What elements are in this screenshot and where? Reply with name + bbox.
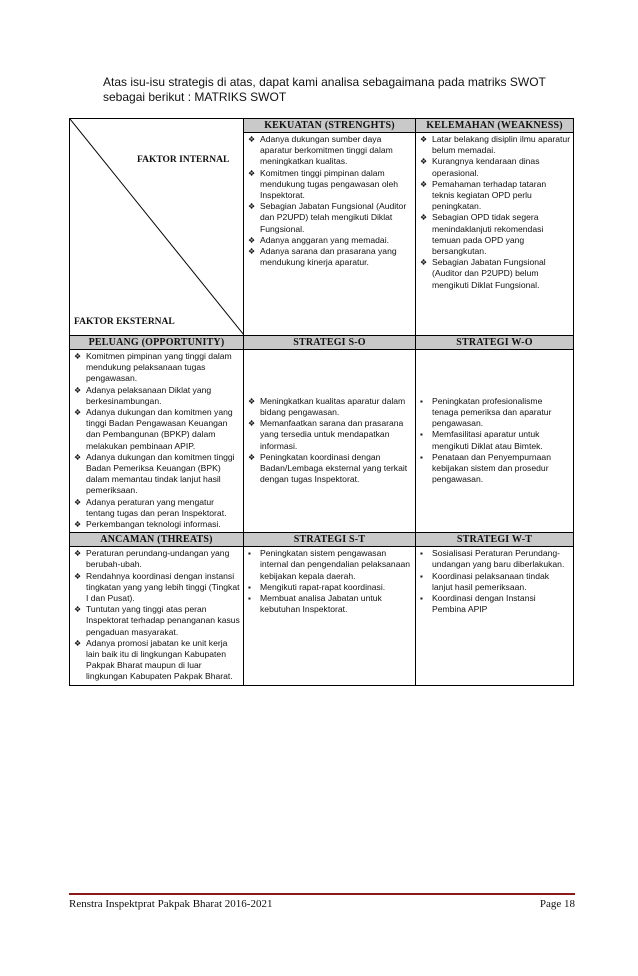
bullet-icon: ❖ — [420, 213, 428, 223]
list-item-text: Tuntutan yang tinggi atas peran Inspektorat terhadap penanganan kasus pengaduan masyarakat. — [86, 604, 240, 637]
ancaman-cell — [70, 547, 244, 685]
list-item-text: Membuat analisa Jabatan untuk kebutuhan Inspektorat. — [260, 593, 382, 615]
list-item — [72, 351, 241, 385]
bullet-icon: ❖ — [74, 605, 82, 615]
intro-paragraph — [103, 75, 583, 105]
strategi-wt-cell — [416, 547, 574, 685]
strategi-st-header: STRATEGI S-T — [244, 533, 416, 547]
list-item-text: Sosialisasi Peraturan Perundang-undangan yang baru diberlakukan. — [432, 548, 565, 570]
peluang-list — [70, 350, 243, 532]
faktor-eksternal-label: FAKTOR EKSTERNAL — [74, 317, 175, 327]
list-item-text: Peningkatan profesionalisme tenaga pemeriksa dan aparatur pengawasan. — [432, 395, 552, 429]
list-item-text: Adanya pelaksanaan Diklat yang berkesinambungan. — [86, 384, 212, 406]
list-item — [418, 257, 571, 291]
bullet-icon: ▪ — [420, 396, 423, 406]
strategi-so-cell — [244, 350, 416, 533]
bullet-icon: ❖ — [248, 452, 256, 462]
bullet-icon: ❖ — [248, 235, 256, 245]
footer-document-title: Renstra Inspektprat Pakpak Bharat 2016-2021 — [69, 898, 273, 910]
peluang-cell — [70, 350, 244, 533]
bullet-icon: ❖ — [74, 497, 82, 507]
bullet-icon: ❖ — [248, 135, 256, 144]
list-item — [246, 168, 413, 202]
list-item-text: Adanya sarana dan prasarana yang mendukung kinerja aparatur. — [260, 246, 397, 268]
list-item — [246, 452, 413, 486]
list-item — [418, 179, 571, 213]
swot-matrix-table — [69, 118, 574, 686]
list-item-text: Komitmen pimpinan yang tinggi dalam mendukung pelaksanaan tugas pengawasan. — [86, 351, 232, 384]
strategi-so-header: STRATEGI S-O — [244, 336, 416, 350]
bullet-icon: ❖ — [248, 202, 256, 212]
strategi-so-list — [244, 395, 415, 488]
faktor-internal-label: FAKTOR INTERNAL — [137, 155, 230, 165]
list-item-text: Meningkatkan kualitas aparatur dalam bidang pengawasan. — [260, 395, 406, 418]
bullet-icon: ▪ — [420, 452, 423, 462]
list-item-text: Adanya dukungan dan komitmen yang tinggi Badan Pengawasan Keuangan dan Pembangunan (BPKP) dalam melakukan pembinaan APIP. — [86, 407, 233, 451]
bullet-icon: ❖ — [74, 549, 82, 559]
list-item-text: Adanya dukungan sumber daya aparatur berkomitmen tinggi dalam meningkatkan kualitas. — [260, 134, 393, 167]
list-item-text: Komitmen tinggi pimpinan dalam mendukung tugas pengawasan oleh Inspektorat. — [260, 167, 399, 201]
strategi-st-cell — [244, 547, 416, 685]
list-item-text: Koordinasi pelaksanaan tindak lanjut hasil pemeriksaan. — [432, 570, 550, 592]
bullet-icon: ❖ — [420, 258, 428, 268]
bullet-icon: ▪ — [248, 594, 251, 604]
list-item — [246, 201, 413, 235]
list-item — [246, 134, 413, 168]
list-item-text: Pemahaman terhadap tataran teknis kegiatan OPD perlu peningkatan. — [432, 178, 547, 212]
list-item-text: Sebagian Jabatan Fungsional (Auditor dan P2UPD) belum mengikuti Diklat Fungsional. — [432, 257, 546, 290]
bullet-icon: ▪ — [420, 594, 423, 604]
intro-line-2: sebagai berikut : MATRIKS SWOT — [103, 90, 287, 104]
bullet-icon: ❖ — [248, 247, 256, 257]
list-item — [72, 452, 241, 497]
list-item-text: Rendahnya koordinasi dengan instansi tingkatan yang yang lebih tinggi (Tingkat I dan Pusat). — [86, 570, 240, 604]
list-item — [418, 396, 571, 430]
kelemahan-cell — [416, 133, 574, 336]
kelemahan-header: KELEMAHAN (WEAKNESS) — [416, 119, 574, 133]
list-item — [246, 246, 413, 268]
list-item — [246, 235, 413, 246]
bullet-icon: ❖ — [248, 419, 256, 429]
strategi-wo-cell — [416, 350, 574, 533]
diagonal-header-cell — [70, 119, 244, 336]
intro-line-1: Atas isu-isu strategis di atas, dapat kami analisa sebagaimana pada matriks SWOT — [103, 75, 546, 89]
list-item — [418, 134, 571, 156]
strategi-wo-header: STRATEGI W-O — [416, 336, 574, 350]
list-item-text: Peningkatan koordinasi dengan Badan/Lembaga eksternal yang terkait dengan tugas Inspektorat. — [260, 451, 408, 485]
diagonal-line — [70, 119, 244, 335]
list-item — [418, 593, 571, 615]
bullet-icon: ❖ — [420, 157, 428, 167]
kekuatan-header: KEKUATAN (STRENGHTS) — [244, 119, 416, 133]
list-item-text: Penataan dan Penyempurnaan kebijakan sistem dan prosedur pengawasan. — [432, 451, 551, 485]
list-item — [246, 418, 413, 452]
list-item-text: Adanya anggaran yang memadai. — [260, 234, 389, 245]
strategi-wo-list — [416, 395, 573, 488]
kekuatan-list — [244, 133, 415, 270]
list-item-text: Peningkatan sistem pengawasan internal dan pengendalian pelaksanaan kebijakan kepala daerah. — [260, 548, 411, 581]
list-item — [246, 548, 413, 582]
list-item-text: Memfasilitasi aparatur untuk mengikuti Diklat atau Bimtek. — [432, 429, 543, 451]
list-item-text: Sebagian OPD tidak segera menindaklanjuti rekomendasi temuan pada OPD yang bersangkutan. — [432, 212, 544, 257]
list-item — [72, 571, 241, 605]
ancaman-header: ANCAMAN (THREATS) — [70, 533, 244, 547]
list-item — [246, 582, 413, 593]
bullet-icon: ▪ — [420, 549, 423, 559]
list-item-text: Adanya dukungan dan komitmen tinggi Badan Pemeriksa Keuangan (BPK) dalam memantau tindak lanjut hasil pemeriksaan. — [86, 451, 235, 496]
list-item — [246, 396, 413, 418]
bullet-icon: ❖ — [248, 168, 256, 178]
strategi-st-list — [244, 547, 415, 617]
bullet-icon: ❖ — [74, 520, 82, 530]
bullet-icon: ▪ — [420, 430, 423, 440]
list-item — [418, 548, 571, 570]
kelemahan-list — [416, 133, 573, 293]
bullet-icon: ❖ — [74, 385, 82, 395]
bullet-icon: ❖ — [74, 638, 82, 648]
bullet-icon: ▪ — [248, 549, 251, 559]
list-item-text: Koordinasi dengan Instansi Pembina APIP — [432, 593, 536, 615]
peluang-header: PELUANG (OPPORTUNITY) — [70, 336, 244, 350]
ancaman-list — [70, 547, 243, 684]
list-item-text: Memanfaatkan sarana dan prasarana yang tersedia untuk mendapatkan informasi. — [260, 418, 404, 451]
bullet-icon: ❖ — [420, 135, 428, 144]
list-item — [72, 548, 241, 570]
list-item — [72, 407, 241, 452]
bullet-icon: ❖ — [420, 179, 428, 189]
bullet-icon: ❖ — [74, 352, 82, 361]
list-item — [246, 593, 413, 615]
list-item-text: Mengikuti rapat-rapat koordinasi. — [260, 581, 386, 592]
list-item — [72, 519, 241, 530]
footer-divider — [69, 893, 575, 895]
list-item — [418, 212, 571, 257]
list-item — [72, 638, 241, 683]
list-item-text: Peraturan perundang-undangan yang berubah-ubah. — [86, 548, 230, 570]
bullet-icon: ❖ — [74, 408, 82, 418]
kekuatan-cell — [244, 133, 416, 336]
list-item-text: Kurangnya kendaraan dinas operasional. — [432, 156, 540, 178]
list-item — [72, 385, 241, 407]
bullet-icon: ❖ — [74, 571, 82, 581]
list-item — [72, 604, 241, 638]
bullet-icon: ❖ — [74, 452, 82, 462]
strategi-wt-header: STRATEGI W-T — [416, 533, 574, 547]
strategi-wt-list — [416, 547, 573, 617]
list-item — [418, 571, 571, 593]
list-item — [72, 497, 241, 519]
bullet-icon: ❖ — [248, 396, 256, 406]
list-item-text: Adanya peraturan yang mengatur tentang tugas dan peran Inspektorat. — [86, 496, 227, 518]
list-item-text: Latar belakang disiplin ilmu aparatur belum memadai. — [432, 134, 571, 156]
list-item — [418, 452, 571, 486]
list-item — [418, 156, 571, 178]
bullet-icon: ▪ — [420, 571, 423, 581]
bullet-icon: ▪ — [248, 582, 251, 592]
list-item — [418, 429, 571, 451]
list-item-text: Perkembangan teknologi informasi. — [86, 519, 221, 530]
list-item-text: Adanya promosi jabatan ke unit kerja lain baik itu di lingkungan Kabupaten Pakpak Bharat maupun di luar lingkungan Kabupaten Pakpak Bharat. — [86, 637, 233, 682]
footer-page-number: Page 18 — [539, 898, 575, 910]
list-item-text: Sebagian Jabatan Fungsional (Auditor dan P2UPD) telah mengikuti Diklat Fungsional. — [260, 201, 407, 234]
